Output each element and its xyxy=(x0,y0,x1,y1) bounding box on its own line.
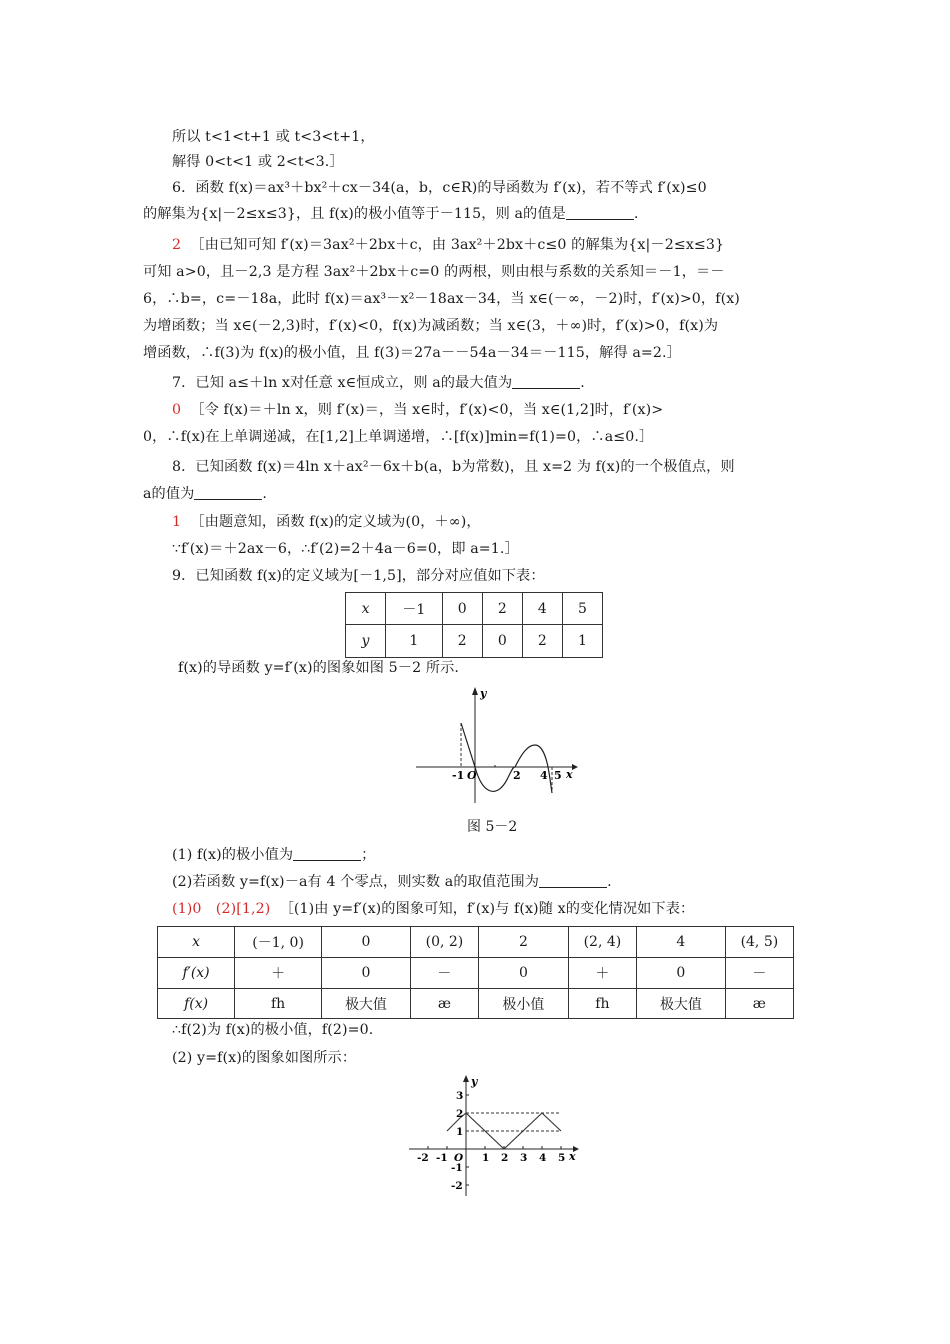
table-cell: f′(x) xyxy=(158,958,235,989)
tick-label: 2 xyxy=(501,1152,509,1164)
table-cell: fh xyxy=(568,989,636,1019)
tick-label: 4 xyxy=(539,1152,547,1164)
table-cell: 0 xyxy=(479,958,569,989)
answer-7-line-2: 0，∴f(x)在上单调递减，在[1,2]上单调递增，∴[f(x)]min=f(1)=0，∴a≤0.］ xyxy=(143,429,654,445)
table-cell: 0 xyxy=(442,593,482,625)
table-cell: 5 xyxy=(562,593,602,625)
question-8-line-2: a的值为 . xyxy=(143,486,268,502)
question-8-line-1: 8．已知函数 f(x)＝4ln x＋ax²－6x＋b(a，b为常数)，且 x=2 为 f(x)的一个极值点，则 xyxy=(172,459,735,475)
tick-label: 1 xyxy=(482,1152,490,1164)
table-cell: æ xyxy=(725,989,793,1019)
table-cell: 2 xyxy=(522,625,562,658)
question-text: (2)若函数 y=f(x)－a有 4 个零点，则实数 a的取值范围为 xyxy=(172,874,540,890)
y-axis-label: y xyxy=(471,1075,478,1088)
question-text: (1) f(x)的极小值为 xyxy=(172,847,294,863)
tick-label: 1 xyxy=(456,1126,464,1138)
function-graph-figure xyxy=(405,1072,585,1197)
answer-6-line-1 xyxy=(172,235,724,255)
table-cell: 1 xyxy=(562,625,602,658)
table-cell: 0 xyxy=(322,927,411,958)
question-6-line-2: 的解集为{x|－2≤x≤3}，且 f(x)的极小值等于－115，则 a的值是 . xyxy=(143,206,639,222)
table-cell: 2 xyxy=(482,593,522,625)
answer-6-line-2: 可知 a>0，且－2,3 是方程 3ax²＋2bx＋c=0 的两根，则由根与系数的关系知＝－1，＝－ xyxy=(143,264,725,280)
table-cell: (－1, 0) xyxy=(235,927,322,958)
tick-label: 5 xyxy=(554,769,562,782)
table-cell: 2 xyxy=(479,927,569,958)
table-cell: 极大值 xyxy=(322,989,411,1019)
question-9: 9．已知函数 f(x)的定义域为[－1,5]，部分对应值如下表： xyxy=(172,568,545,584)
answer-6-line-5: 增函数，∴f(3)为 f(x)的极小值，且 f(3)＝27a－－54a－34＝－115，解得 a=2.］ xyxy=(143,345,681,361)
tick-label: 2 xyxy=(513,769,521,782)
table-cell: (4, 5) xyxy=(725,927,793,958)
answer-value: 0 xyxy=(172,402,182,418)
tick-label: 5 xyxy=(558,1152,566,1164)
table-cell: x xyxy=(346,593,386,625)
variation-table xyxy=(157,926,794,1019)
tick-label: 3 xyxy=(456,1090,464,1102)
solution-text: ［由已知可知 f′(x)＝3ax²＋2bx＋c，由 3ax²＋2bx＋c≤0 的解集为{x|－2≤x≤3} xyxy=(190,237,725,253)
table-cell: －1 xyxy=(386,593,443,625)
figure-caption: 图 5－2 xyxy=(467,819,518,835)
answer-9-line-2: ∴f(2)为 f(x)的极小值，f(2)=0. xyxy=(172,1022,374,1038)
table-cell: 1 xyxy=(386,625,443,658)
table-cell: － xyxy=(725,958,793,989)
x-axis-label: x xyxy=(569,1150,576,1163)
value-table xyxy=(345,592,603,658)
answer-6-line-3: 6，∴b=，c=－18a，此时 f(x)＝ax³－x²－18ax－34，当 x∈(－∞，－2)时，f′(x)>0，f(x) xyxy=(143,291,740,307)
answer-blank xyxy=(566,205,634,220)
derivative-graph-figure xyxy=(410,683,585,808)
tick-label: 3 xyxy=(520,1152,528,1164)
table-cell: 极大值 xyxy=(637,989,726,1019)
answer-7-line-1 xyxy=(172,400,663,420)
table-cell: 2 xyxy=(442,625,482,658)
table-cell: (2, 4) xyxy=(568,927,636,958)
x-axis-label: x xyxy=(566,768,573,781)
table-cell: 4 xyxy=(522,593,562,625)
table-cell: 0 xyxy=(637,958,726,989)
tick-label: -1 xyxy=(451,1162,463,1174)
graph-intro: f(x)的导函数 y=f′(x)的图象如图 5－2 所示. xyxy=(178,660,460,676)
answer-8-line-1 xyxy=(172,512,481,532)
solution-text: ［令 f(x)＝＋ln x，则 f′(x)＝，当 x∈时，f′(x)<0，当 x∈(1,2]时，f′(x)> xyxy=(190,402,664,418)
question-9-part-1: (1) f(x)的极小值为 ； xyxy=(172,847,376,863)
answer-value: 1 xyxy=(172,514,182,530)
answer-blank xyxy=(512,374,580,389)
table-cell: (0, 2) xyxy=(410,927,478,958)
question-text: 7．已知 a≤＋ln x对任意 x∈恒成立，则 a的最大值为 xyxy=(172,375,513,391)
answer-value: 2 xyxy=(172,237,182,253)
tick-label: -2 xyxy=(451,1180,463,1192)
answer-8-line-2: ∵f′(x)＝＋2ax－6，∴f′(2)=2＋4a－6=0，即 a=1.］ xyxy=(172,541,519,557)
table-cell: æ xyxy=(410,989,478,1019)
answer-6-line-4: 为增函数；当 x∈(－2,3)时，f′(x)<0，f(x)为减函数；当 x∈(3，＋∞)时，f′(x)>0，f(x)为 xyxy=(143,318,719,334)
origin-label: O xyxy=(454,1152,464,1164)
text-line: 所以 t<1<t+1 或 t<3<t+1， xyxy=(172,129,375,145)
table-cell: x xyxy=(158,927,235,958)
tick-label: -1 xyxy=(452,769,465,782)
answer-blank xyxy=(293,846,361,861)
question-6-line-1: 6．函数 f(x)＝ax³＋bx²＋cx－34(a，b，c∈R)的导函数为 f′(x)，若不等式 f′(x)≤0 xyxy=(172,180,707,196)
question-text: a的值为 xyxy=(143,486,195,502)
question-text: 的解集为{x|－2≤x≤3}，且 f(x)的极小值等于－115，则 a的值是 xyxy=(143,206,566,222)
tick-label: 4 xyxy=(540,769,548,782)
question-7: 7．已知 a≤＋ln x对任意 x∈恒成立，则 a的最大值为 . xyxy=(172,375,585,391)
y-axis-label: y xyxy=(480,687,487,700)
table-cell: 4 xyxy=(637,927,726,958)
answer-9-line-3: (2) y=f(x)的图象如图所示： xyxy=(172,1050,357,1066)
table-cell: 极小值 xyxy=(479,989,569,1019)
table-cell: － xyxy=(410,958,478,989)
table-cell: ＋ xyxy=(568,958,636,989)
answer-blank xyxy=(539,873,607,888)
answer-blank xyxy=(194,485,262,500)
solution-text: ［(1)由 y=f′(x)的图象可知，f′(x)与 f(x)随 x的变化情况如下表： xyxy=(279,901,695,917)
table-cell: 0 xyxy=(482,625,522,658)
table-cell: 0 xyxy=(322,958,411,989)
table-cell: ＋ xyxy=(235,958,322,989)
question-9-part-2: (2)若函数 y=f(x)－a有 4 个零点，则实数 a的取值范围为 . xyxy=(172,874,612,890)
tick-label: -2 xyxy=(417,1152,429,1164)
table-cell: f(x) xyxy=(158,989,235,1019)
origin-label: O xyxy=(467,769,477,782)
answer-value: (1)0 (2)[1,2) xyxy=(172,901,271,917)
table-cell: fh xyxy=(235,989,322,1019)
tick-label: -1 xyxy=(436,1152,448,1164)
text-line: 解得 0<t<1 或 2<t<3.］ xyxy=(172,154,344,170)
answer-9-line-1 xyxy=(172,899,694,919)
tick-label: 2 xyxy=(456,1108,464,1120)
table-cell: y xyxy=(346,625,386,658)
solution-text: ［由题意知，函数 f(x)的定义域为(0，＋∞)， xyxy=(190,514,481,530)
